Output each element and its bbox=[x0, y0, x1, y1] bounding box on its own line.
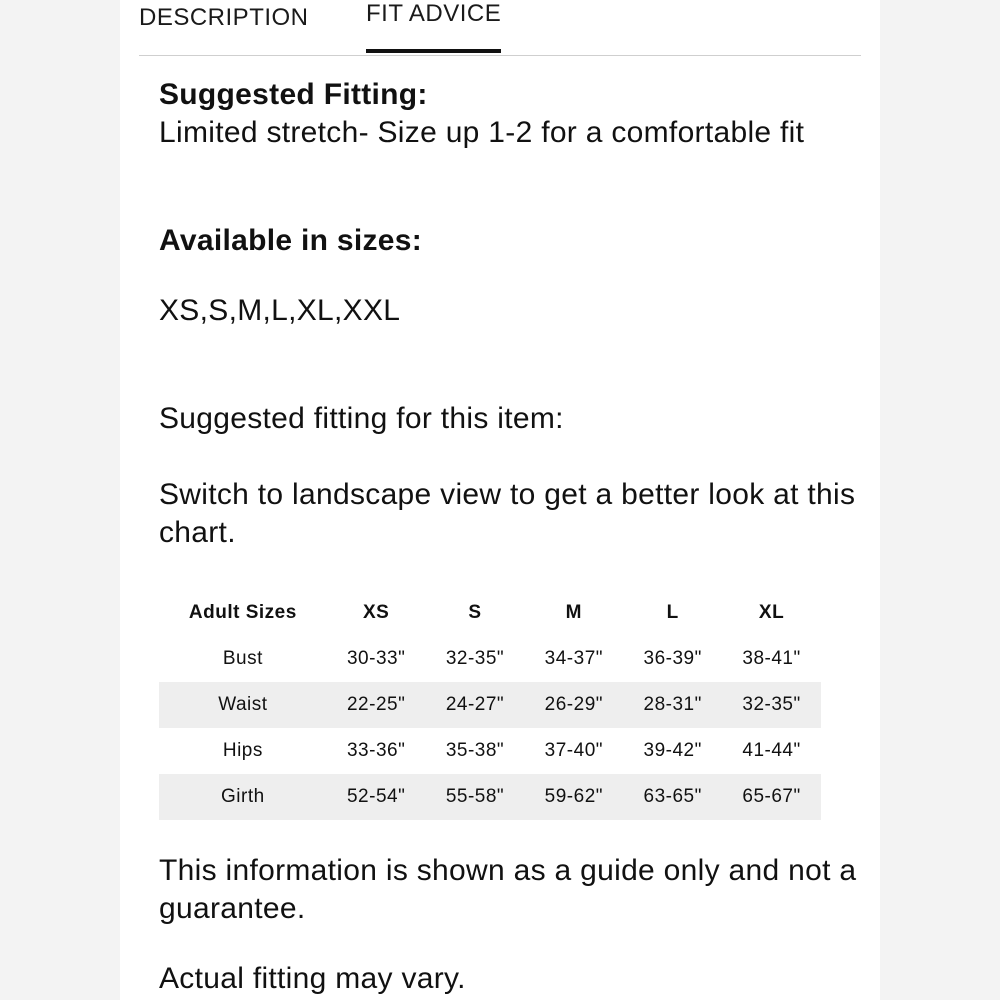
table-cell: 26-29" bbox=[524, 682, 623, 728]
size-chart-header: XS bbox=[362, 602, 390, 623]
table-row bbox=[159, 682, 821, 728]
fitting-vary-note: Actual fitting may vary. bbox=[159, 962, 466, 995]
table-cell: 24-27" bbox=[426, 682, 525, 728]
suggested-fitting-text: Limited stretch- Size up 1-2 for a comfortable fit bbox=[159, 116, 805, 149]
table-row bbox=[159, 774, 821, 820]
table-row bbox=[159, 636, 821, 682]
tab-fit-advice-label: FIT ADVICE bbox=[366, 0, 502, 27]
table-cell: 59-62" bbox=[524, 774, 623, 820]
size-chart-header: M bbox=[565, 602, 582, 623]
table-cell: Girth bbox=[159, 774, 327, 820]
tab-fit-advice[interactable] bbox=[366, 0, 501, 53]
table-cell: 63-65" bbox=[623, 774, 722, 820]
table-cell: Bust bbox=[222, 648, 263, 669]
table-cell: 41-44" bbox=[742, 740, 801, 761]
size-chart-header: S bbox=[468, 602, 482, 623]
size-chart-header: L bbox=[666, 602, 679, 623]
table-row bbox=[159, 728, 821, 774]
product-info-panel bbox=[120, 0, 880, 1000]
table-cell: 33-36" bbox=[346, 740, 406, 761]
table-cell: 35-38" bbox=[445, 740, 505, 761]
table-cell: 32-35" bbox=[445, 648, 505, 669]
tab-bar bbox=[139, 0, 861, 56]
table-cell: 22-25" bbox=[327, 682, 426, 728]
item-fitting-text: Suggested fitting for this item: bbox=[159, 402, 564, 435]
table-cell: Waist bbox=[159, 682, 327, 728]
suggested-fitting-heading: Suggested Fitting: bbox=[159, 78, 428, 111]
guide-disclaimer: This information is shown as a guide only and not a guarantee. bbox=[159, 854, 857, 925]
table-cell: 37-40" bbox=[544, 740, 604, 761]
tab-description[interactable]: DESCRIPTION bbox=[139, 4, 309, 31]
size-chart-header: Adult Sizes bbox=[188, 602, 297, 623]
table-cell: 52-54" bbox=[327, 774, 426, 820]
size-chart-header: XL bbox=[758, 602, 785, 623]
table-cell: 32-35" bbox=[722, 682, 821, 728]
table-cell: 36-39" bbox=[643, 648, 702, 669]
table-cell: 38-41" bbox=[742, 648, 801, 669]
table-cell: 34-37" bbox=[544, 648, 604, 669]
table-cell: 30-33" bbox=[346, 648, 406, 669]
table-cell: 55-58" bbox=[426, 774, 525, 820]
table-cell: Hips bbox=[222, 740, 263, 761]
available-sizes-list: XS,S,M,L,XL,XXL bbox=[159, 294, 401, 327]
available-sizes-heading: Available in sizes: bbox=[159, 224, 423, 257]
size-chart-header-row bbox=[159, 590, 821, 636]
active-tab-indicator bbox=[366, 49, 501, 53]
table-cell: 39-42" bbox=[643, 740, 702, 761]
size-chart-table bbox=[159, 590, 821, 820]
table-cell: 28-31" bbox=[623, 682, 722, 728]
table-cell: 65-67" bbox=[722, 774, 821, 820]
landscape-hint: Switch to landscape view to get a better look at this chart. bbox=[159, 478, 856, 549]
